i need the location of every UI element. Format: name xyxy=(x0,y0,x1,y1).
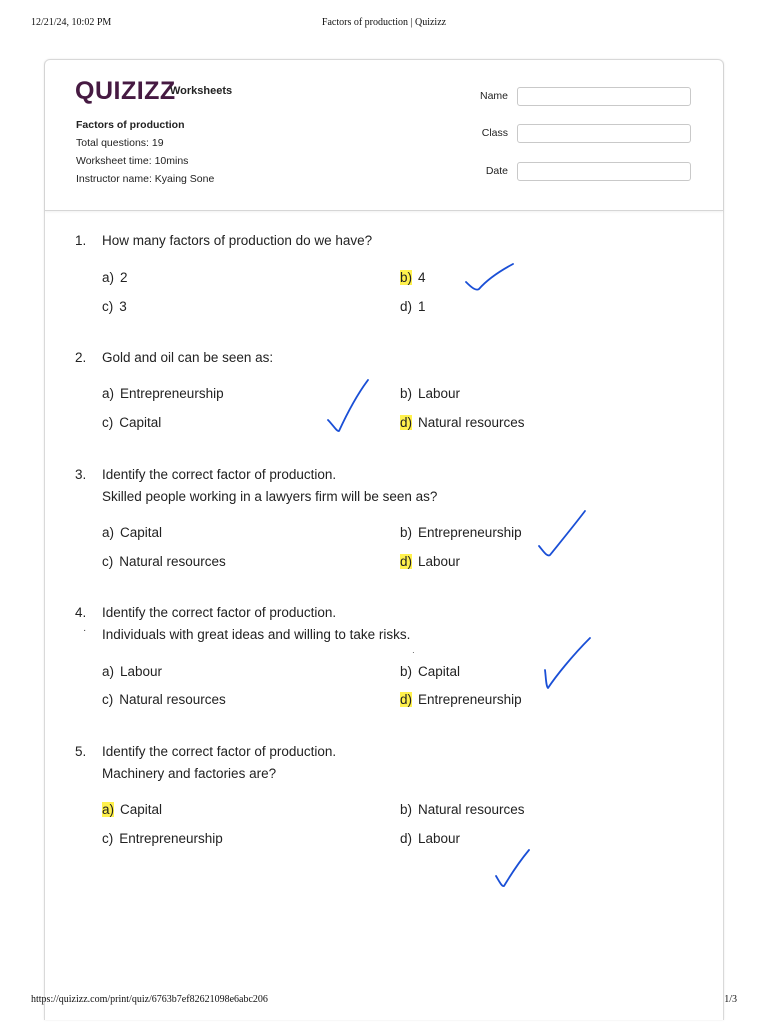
option-letter-highlighted: a) xyxy=(102,802,115,817)
option-text: Entrepreneurship xyxy=(418,692,522,707)
option-text: Labour xyxy=(120,664,163,679)
print-footer xyxy=(31,994,737,1008)
worksheet-title: Factors of production xyxy=(76,119,185,131)
option-c xyxy=(102,299,127,314)
option-letter: c) xyxy=(102,554,114,569)
question-text: How many factors of production do we have? xyxy=(102,233,373,248)
question-text-line-2: Individuals with great ideas and willing to take risks. xyxy=(102,627,411,642)
option-text: Labour xyxy=(418,554,461,569)
option-letter: a) xyxy=(102,664,115,679)
option-letter: a) xyxy=(102,525,115,540)
option-letter-highlighted: d) xyxy=(400,415,413,430)
option-letter: b) xyxy=(400,386,413,401)
option-text: Natural resources xyxy=(418,802,525,817)
option-text: Labour xyxy=(418,831,461,846)
option-b xyxy=(400,802,525,817)
print-url: https://quizizz.com/print/quiz/6763b7ef82621098e6abc206 xyxy=(31,994,268,1005)
print-page-title: Factors of production | Quizizz xyxy=(321,17,447,28)
class-field[interactable] xyxy=(517,124,691,143)
option-c xyxy=(102,692,226,707)
question-text: Gold and oil can be seen as: xyxy=(102,350,274,365)
stray-speck: · xyxy=(412,648,415,657)
option-d xyxy=(400,692,522,707)
option-text: Capital xyxy=(120,802,163,817)
option-letter: a) xyxy=(102,270,115,285)
question-number: 1. xyxy=(75,233,87,248)
option-b xyxy=(400,270,426,285)
option-c xyxy=(102,554,226,569)
print-datetime: 12/21/24, 10:02 PM xyxy=(31,17,112,28)
total-questions: Total questions: 19 xyxy=(76,137,164,149)
option-letter: d) xyxy=(400,831,413,846)
option-letter: c) xyxy=(102,692,114,707)
class-label: Class xyxy=(481,127,508,139)
option-text: Natural resources xyxy=(119,692,226,707)
option-a xyxy=(102,802,162,817)
option-b xyxy=(400,386,460,401)
option-letter: a) xyxy=(102,386,115,401)
option-letter: d) xyxy=(400,299,413,314)
question-text: Identify the correct factor of production. xyxy=(102,467,337,482)
option-letter: c) xyxy=(102,299,114,314)
date-field[interactable] xyxy=(517,162,691,181)
question-number: 2. xyxy=(75,350,87,365)
option-c xyxy=(102,831,223,846)
worksheet-header xyxy=(45,60,723,211)
option-b xyxy=(400,664,460,679)
option-letter-highlighted: b) xyxy=(400,270,413,285)
option-text: Entrepreneurship xyxy=(120,386,224,401)
option-a xyxy=(102,664,162,679)
question-number: 3. xyxy=(75,467,87,482)
option-text: Entrepreneurship xyxy=(418,525,522,540)
option-text: Entrepreneurship xyxy=(119,831,223,846)
question-text-line-2: Machinery and factories are? xyxy=(102,766,277,781)
name-label: Name xyxy=(479,90,508,102)
option-text: 2 xyxy=(120,270,128,285)
option-letter-highlighted: d) xyxy=(400,692,413,707)
option-text: 3 xyxy=(119,299,127,314)
option-text: Natural resources xyxy=(119,554,226,569)
option-a xyxy=(102,386,224,401)
option-c xyxy=(102,415,161,430)
quizizz-logo: QUIZIZZ xyxy=(75,77,176,105)
option-letter: c) xyxy=(102,831,114,846)
option-d xyxy=(400,299,426,314)
instructor-name: Instructor name: Kyaing Sone xyxy=(76,173,215,185)
question-text: Identify the correct factor of production. xyxy=(102,605,337,620)
option-text: Capital xyxy=(418,664,461,679)
option-d xyxy=(400,554,460,569)
option-b xyxy=(400,525,522,540)
logo-subtitle: Worksheets xyxy=(170,85,233,97)
date-label: Date xyxy=(485,165,508,177)
question-number: 5. xyxy=(75,744,87,759)
worksheet-time: Worksheet time: 10mins xyxy=(76,155,189,167)
option-a xyxy=(102,270,128,285)
print-header xyxy=(31,17,737,31)
option-text: Labour xyxy=(418,386,461,401)
question-number: 4. xyxy=(75,605,87,620)
option-text: Capital xyxy=(120,525,163,540)
option-d xyxy=(400,415,525,430)
page-count: 1/3 xyxy=(724,994,737,1005)
option-text: 4 xyxy=(418,270,426,285)
option-text: Natural resources xyxy=(418,415,525,430)
option-letter: b) xyxy=(400,802,413,817)
option-letter: b) xyxy=(400,664,413,679)
option-text: 1 xyxy=(418,299,426,314)
option-d xyxy=(400,831,460,846)
name-field[interactable] xyxy=(517,87,691,106)
option-letter: c) xyxy=(102,415,114,430)
question-text-line-2: Skilled people working in a lawyers firm will be seen as? xyxy=(102,489,438,504)
question-text: Identify the correct factor of production. xyxy=(102,744,337,759)
option-letter-highlighted: d) xyxy=(400,554,413,569)
option-a xyxy=(102,525,162,540)
option-letter: b) xyxy=(400,525,413,540)
stray-speck: · xyxy=(83,625,87,636)
option-text: Capital xyxy=(119,415,162,430)
